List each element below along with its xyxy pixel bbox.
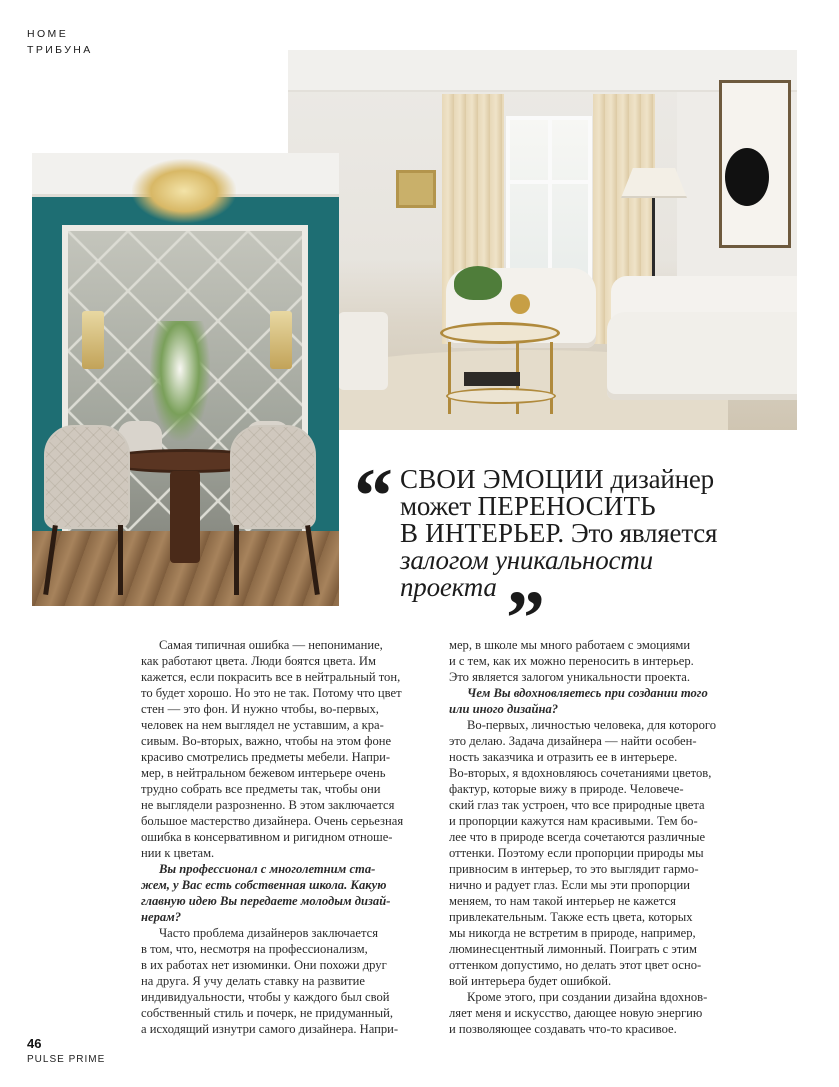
pull-quote-text: может: [400, 491, 478, 521]
article-text-line: и с тем, как их можно переносить в интерьер.: [449, 654, 694, 668]
article-text-line: это делаю. Задача дизайнера — найти особен-: [449, 734, 697, 748]
article-text-line: то будет хорошо. Но это не так. Потому что цвет: [141, 686, 402, 700]
photo-table-base: [170, 471, 200, 563]
photo-books: [464, 372, 520, 386]
photo-side-sofa: [338, 312, 388, 390]
interview-question-line: Чем Вы вдохновляетесь при создании того: [467, 686, 708, 700]
dining-room-photo: [32, 153, 339, 606]
quote-open-mark: “: [354, 452, 393, 539]
interview-question-line: жем, у Вас есть собственная школа. Какую: [141, 878, 387, 892]
interview-question-line: нерам?: [141, 910, 182, 924]
photo-chandelier: [132, 159, 236, 223]
pull-quote-emphasis: СВОИ ЭМОЦИИ: [400, 464, 604, 494]
photo-gold-sphere: [510, 294, 530, 314]
article-text-line: Это является залогом уникальности проекта.: [449, 670, 690, 684]
article-column-left: [141, 637, 427, 1037]
pull-quote-text: дизайнер: [603, 464, 714, 494]
pull-quote-line: [354, 493, 794, 520]
photo-coffee-table: [440, 322, 560, 344]
article-text-line: собственный стиль и почерк, не придуманный,: [141, 1006, 394, 1020]
photo-chair-leg: [118, 525, 123, 595]
pull-quote-line: [354, 520, 794, 547]
article-text-line: и позволяющее создавать что-то красивое.: [449, 1022, 677, 1036]
article-column-right: [449, 637, 735, 1037]
pull-quote-text: Это является: [564, 518, 718, 548]
article-text-line: ность заказчика и отразить ее в интерьере.: [449, 750, 678, 764]
article-text-line: Самая типичная ошибка — непонимание,: [159, 638, 383, 652]
article-text-line: нии к цветам.: [141, 846, 215, 860]
article-text-line: кажется, если покрасить все в нейтральный тон,: [141, 670, 401, 684]
section-label: [27, 26, 93, 58]
pull-quote-line: проекта: [400, 572, 497, 602]
interview-question-line: или иного дизайна?: [449, 702, 559, 716]
article-text-line: оттенки. Поэтому если пропорции природы мы: [449, 846, 704, 860]
article-text-line: фактур, которые вижу в природе. Человече-: [449, 782, 684, 796]
pull-quote-emphasis: В ИНТЕРЬЕР.: [400, 518, 565, 548]
publication-name: PULSE PRIME: [27, 1054, 106, 1065]
photo-small-painting: [396, 170, 436, 208]
section-subtitle: ТРИБУНА: [27, 44, 93, 56]
article-text-line: оттенком допустимо, но делать этот цвет осно-: [449, 958, 702, 972]
article-text-line: ский глаз так устроен, что все природные цвета: [449, 798, 705, 812]
interview-question-line: главную идею Вы передаете молодым дизай-: [141, 894, 391, 908]
article-text-line: люминесцентный лимонный. Поиграть с этим: [449, 942, 698, 956]
photo-table-shelf: [446, 388, 556, 404]
article-text-line: Часто проблема дизайнеров заключается: [159, 926, 378, 940]
article-text-line: мы никогда не встретим в природе, например,: [449, 926, 696, 940]
article-text-line: индивидуальности, чтобы у каждого был свой: [141, 990, 390, 1004]
article-text-line: лее что в природе всегда сочетаются различные: [449, 830, 706, 844]
photo-sofa: [607, 312, 797, 400]
photo-chair-right: [230, 425, 316, 529]
article-text-line: человек на нем выглядел не уставшим, а кра-: [141, 718, 384, 732]
photo-flowers: [150, 321, 210, 441]
photo-wall-sconce: [270, 311, 292, 369]
photo-wall-sconce: [82, 311, 104, 369]
article-text-line: привлекательным. Также есть цвета, которых: [449, 910, 693, 924]
pull-quote-line: залогом уникальности: [400, 545, 653, 575]
article-text-line: мер, в нейтральном бежевом интерьере очень: [141, 766, 386, 780]
article-text-line: привносим в интерьер, то это выглядит гармо-: [449, 862, 699, 876]
photo-plant: [454, 266, 502, 300]
article-text-line: нично и радует глаз. Если мы эти пропорции: [449, 878, 690, 892]
photo-black-art-disc: [725, 148, 769, 206]
photo-chair-left: [44, 425, 130, 529]
photo-table-leg: [550, 342, 553, 414]
article-text-line: стен — это фон. И нужно чтобы, во-первых,: [141, 702, 379, 716]
article-text-line: ляет меня и искусство, дающее новую энергию: [449, 1006, 703, 1020]
article-text-line: Во-первых, личностью человека, для которого: [467, 718, 717, 732]
pull-quote-line: [354, 466, 794, 493]
article-text-line: мер, в школе мы много работаем с эмоциями: [449, 638, 691, 652]
article-text-line: меняем, то нам такой интерьер не кажется: [449, 894, 676, 908]
article-text-line: в том, что, несмотря на профессионализм,: [141, 942, 368, 956]
article-text-line: как работают цвета. Люди боятся цвета. Им: [141, 654, 376, 668]
page-number: 46: [27, 1036, 42, 1051]
article-text-line: трудно собрать все предметы так, чтобы они: [141, 782, 381, 796]
article-text-line: большое мастерство дизайнера. Очень серьезная: [141, 814, 404, 828]
article-text-line: ошибка в консервативном и ригидном отноше-: [141, 830, 393, 844]
photo-table-leg: [448, 342, 451, 414]
article-text-line: Во-вторых, я вдохновляюсь сочетаниями цветов,: [449, 766, 712, 780]
photo-chair-leg: [234, 525, 239, 595]
section-title: HOME: [27, 28, 69, 40]
article-text-line: Кроме этого, при создании дизайна вдохнов-: [467, 990, 708, 1004]
article-text-line: в их работах нет изюминки. Они похожи друг: [141, 958, 387, 972]
pull-quote-emphasis: ПЕРЕНОСИТЬ: [477, 491, 656, 521]
interview-question-line: Вы профессионал с многолетним ста-: [159, 862, 376, 876]
article-text-line: вой интерьера будет ошибкой.: [449, 974, 612, 988]
article-text-line: на друга. Я учу делать ставку на развитие: [141, 974, 365, 988]
quote-close-mark: ”: [506, 574, 545, 661]
article-text-line: красиво смотрелись предметы мебели. Напри-: [141, 750, 391, 764]
article-text-line: и пропорции кажутся нам красивыми. Тем бо-: [449, 814, 698, 828]
article-text-line: сивым. Во-вторых, важно, чтобы на этом фоне: [141, 734, 392, 748]
living-room-photo: [288, 50, 797, 430]
article-text-line: не выглядели разрозненно. В этом заключается: [141, 798, 395, 812]
article-text-line: а исходящий изнутри самого дизайнера. Напри-: [141, 1022, 399, 1036]
